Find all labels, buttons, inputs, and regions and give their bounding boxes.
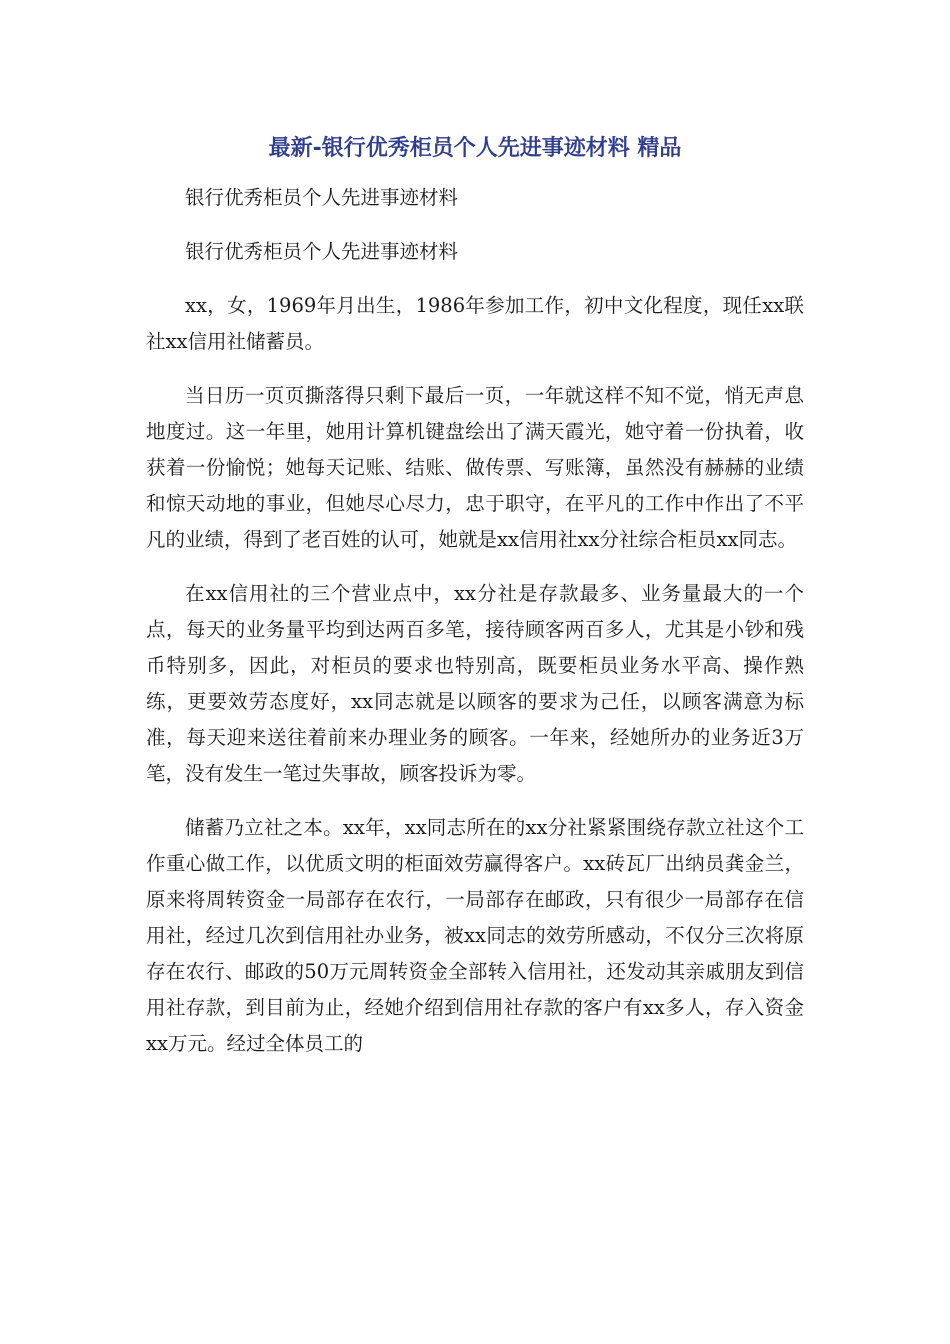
paragraph: xx，女，1969年月出生，1986年参加工作，初中文化程度，现任xx联社xx信用社储蓄员。 — [146, 294, 804, 353]
paragraph: 银行优秀柜员个人先进事迹材料 — [185, 186, 459, 209]
document-title: 最新-银行优秀柜员个人先进事迹材料 精品 — [268, 136, 682, 161]
paragraph: 银行优秀柜员个人先进事迹材料 — [185, 240, 459, 263]
document-body — [146, 180, 804, 1080]
paragraph: 当日历一页页撕落得只剩下最后一页，一年就这样不知不觉，悄无声息地度过。这一年里，她用计算机键盘绘出了满天霞光，她守着一份执着，收获着一份愉悦；她每天记账、结账、做传票、写账簿，虽然没有赫赫的业绩和惊天动地的事业，但她尽心尽力，忠于职守，在平凡的工作中作出了不平凡的业绩，得到了老百姓的认可，她就是xx信用社xx分社综合柜员xx同志。 — [146, 384, 804, 551]
paragraph: 储蓄乃立社之本。xx年，xx同志所在的xx分社紧紧围绕存款立社这个工作重心做工作，以优质文明的柜面效劳赢得客户。xx砖瓦厂出纳员龚金兰，原来将周转资金一局部存在农行，一局部存在邮政，只有很少一局部存在信用社，经过几次到信用社办业务，被xx同志的效劳所感动，不仅分三次将原存在农行、邮政的50万元周转资金全部转入信用社，还发动其亲戚朋友到信用社存款，到目前为止，经她介绍到信用社存款的客户有xx多人，存入资金xx万元。经过全体员工的 — [146, 816, 804, 1055]
paragraph: 在xx信用社的三个营业点中，xx分社是存款最多、业务量最大的一个点，每天的业务量平均到达两百多笔，接待顾客两百多人，尤其是小钞和残币特别多，因此，对柜员的要求也特别高，既要柜员业务水平高、操作熟练，更要效劳态度好，xx同志就是以顾客的要求为己任，以顾客满意为标准，每天迎来送往着前来办理业务的顾客。一年来，经她所办的业务近3万笔，没有发生一笔过失事故，顾客投诉为零。 — [146, 582, 804, 785]
